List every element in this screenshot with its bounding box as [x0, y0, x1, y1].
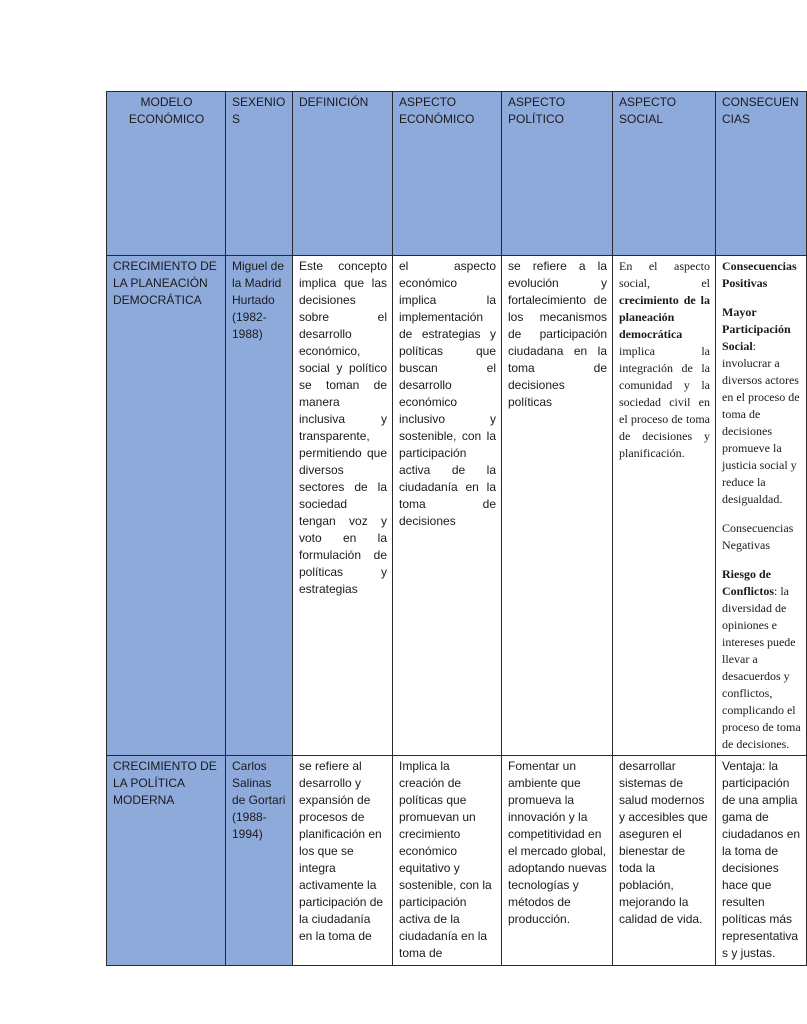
header-sexenios: SEXENIOS — [226, 92, 293, 256]
positive-item-title: Mayor Participación Social — [722, 305, 791, 353]
row-model-cell: CRECIMIENTO DE LA POLÍTICA MODERNA — [107, 756, 226, 966]
header-consecuencias: CONSECUENCIAS — [716, 92, 807, 256]
row-economico-cell: Implica la creación de políticas que promuevan un crecimiento económico equitativo y sostenible, con la participación activa de la ciudadanía en la toma de — [393, 756, 502, 966]
header-model: MODELO ECONÓMICO — [107, 92, 226, 256]
negative-consequences-title: Consecuencias Negativas — [722, 521, 794, 552]
row-politico-cell: se refiere a la evolución y fortalecimiento de los mecanismos de participación ciudadana en la toma de decisiones políticas — [502, 256, 613, 756]
table-row — [107, 756, 807, 966]
row-definicion-cell: se refiere al desarrollo y expansión de procesos de planificación en los que se integra activamente la participación de la ciudadanía en la toma de — [293, 756, 393, 966]
social-text-post: implica la integración de la comunidad y la sociedad civil en el proceso de toma de decisiones y planificación. — [619, 344, 710, 460]
economic-models-table — [106, 91, 807, 966]
row-consecuencias-cell: Ventaja: la participación de una amplia gama de ciudadanos en la toma de decisiones hace que resulten políticas más representativas y justas. — [716, 756, 807, 966]
row-sexenio-cell: Carlos Salinas de Gortari (1988-1994) — [226, 756, 293, 966]
negative-item-text: : la diversidad de opiniones e intereses puede llevar a desacuerdos y conflictos, complicando el proceso de toma de decisiones. — [722, 584, 801, 751]
row-economico-cell: el aspecto económico implica la implementación de estrategias y políticas que buscan el desarrollo económico inclusivo y sostenible, con la participación activa de la ciudadanía en la toma de decisiones — [393, 256, 502, 756]
header-row — [107, 92, 807, 256]
header-aspecto-social: ASPECTO SOCIAL — [613, 92, 716, 256]
header-aspecto-economico: ASPECTO ECONÓMICO — [393, 92, 502, 256]
table-row — [107, 256, 807, 756]
row-politico-cell: Fomentar un ambiente que promueva la innovación y la competitividad en el mercado global, adoptando nuevas tecnologías y métodos de producción. — [502, 756, 613, 966]
header-definicion: DEFINICIÓN — [293, 92, 393, 256]
row-social-cell — [613, 256, 716, 756]
header-aspecto-politico: ASPECTO POLÍTICO — [502, 92, 613, 256]
positive-item-text: : involucrar a diversos actores en el proceso de toma de decisiones promueve la justicia social y reduce la desigualdad. — [722, 339, 800, 506]
row-definicion-cell: Este concepto implica que las decisiones sobre el desarrollo económico, social y político se toman de manera inclusiva y transparente, permitiendo que diversos sectores de la sociedad tengan voz y voto en la formulación de políticas y estrategias — [293, 256, 393, 756]
row-model-cell: CRECIMIENTO DE LA PLANEACIÓN DEMOCRÁTICA — [107, 256, 226, 756]
social-text-pre: En el aspecto social, el — [619, 259, 710, 290]
positive-consequences-title: Consecuencias Positivas — [722, 259, 797, 290]
row-consecuencias-cell — [716, 256, 807, 756]
row-sexenio-cell: Miguel de la Madrid Hurtado (1982-1988) — [226, 256, 293, 756]
row-social-cell: desarrollar sistemas de salud modernos y accesibles que aseguren el bienestar de toda la población, mejorando la calidad de vida. — [613, 756, 716, 966]
negative-item-title: Riesgo de Conflictos — [722, 567, 774, 598]
social-text-bold: crecimiento de la planeación democrática — [619, 293, 710, 341]
